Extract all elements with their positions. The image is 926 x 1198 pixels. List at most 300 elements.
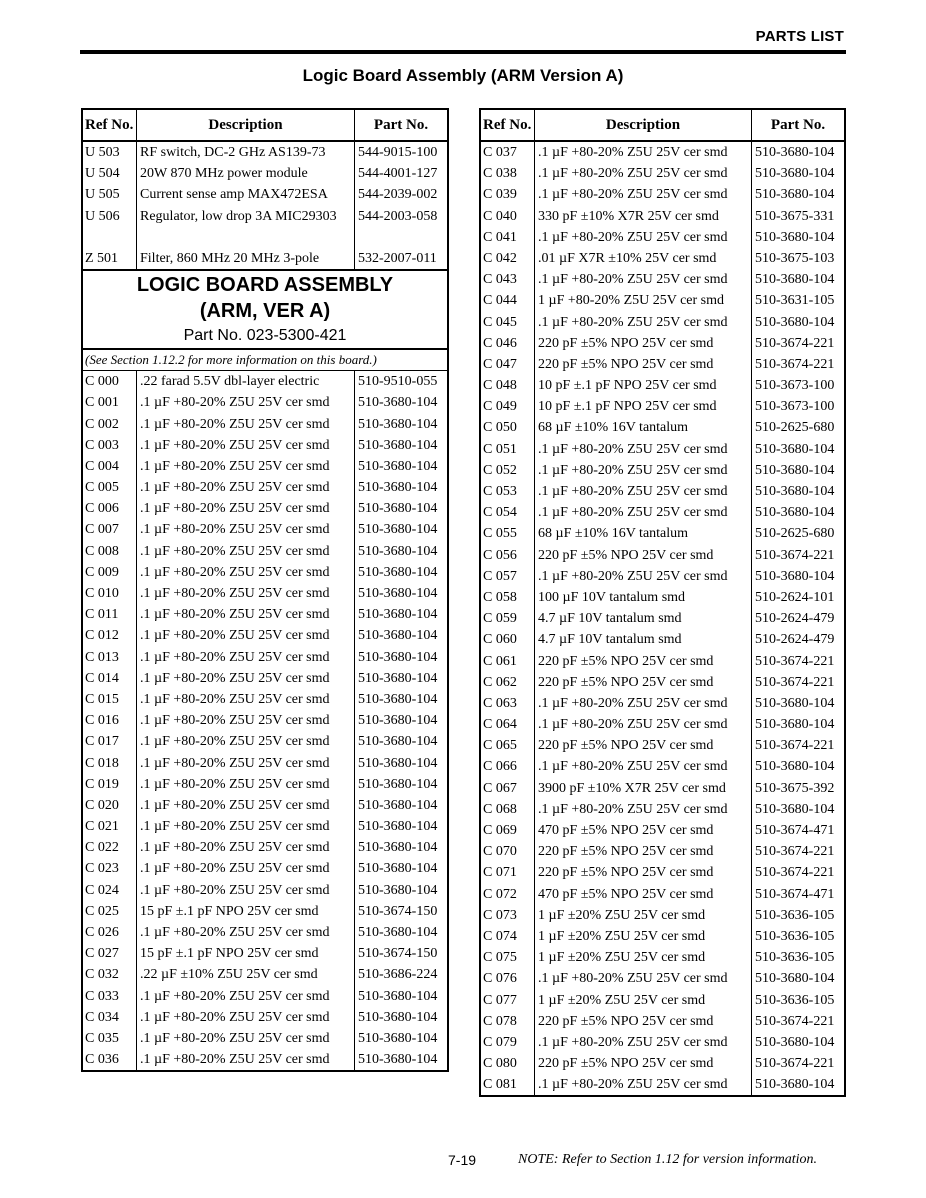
description-cell: .1 µF +80-20% Z5U 25V cer smd	[137, 1007, 355, 1028]
description-cell: .1 µF +80-20% Z5U 25V cer smd	[535, 1032, 752, 1053]
table-row	[83, 710, 447, 731]
description-cell: 220 pF ±5% NPO 25V cer smd	[535, 1053, 752, 1074]
description-cell: 220 pF ±5% NPO 25V cer smd	[535, 735, 752, 756]
description-cell: 470 pF ±5% NPO 25V cer smd	[535, 884, 752, 905]
right-parts-table	[479, 108, 846, 1097]
table-row	[481, 396, 844, 417]
part-number-cell: 510-3680-104	[755, 505, 835, 521]
part-number-cell: 510-3686-224	[358, 967, 438, 983]
table-row	[481, 990, 844, 1011]
ref-cell: C 015	[83, 689, 137, 710]
description-cell: 220 pF ±5% NPO 25V cer smd	[535, 841, 752, 862]
description-cell: 10 pF ±.1 pF NPO 25V cer smd	[535, 396, 752, 417]
description-cell: .1 µF +80-20% Z5U 25V cer smd	[535, 163, 752, 184]
ref-cell: C 019	[83, 774, 137, 795]
ref-cell: C 049	[481, 396, 535, 417]
table-row	[83, 371, 447, 392]
description-cell: 4.7 µF 10V tantalum smd	[535, 629, 752, 650]
description-cell: .1 µF +80-20% Z5U 25V cer smd	[535, 968, 752, 989]
ref-cell: C 024	[83, 880, 137, 901]
part-number-cell: 510-3680-104	[358, 861, 438, 877]
ref-cell: C 002	[83, 414, 137, 435]
part-number-cell: 510-3674-221	[755, 674, 835, 690]
part-number-cell: 510-3680-104	[755, 717, 835, 733]
description-cell: .1 µF +80-20% Z5U 25V cer smd	[137, 689, 355, 710]
ref-cell: C 062	[481, 672, 535, 693]
description-cell: .22 farad 5.5V dbl-layer electric	[137, 371, 355, 392]
ref-cell: C 048	[481, 375, 535, 396]
table-row	[83, 922, 447, 943]
description-cell: .1 µF +80-20% Z5U 25V cer smd	[137, 774, 355, 795]
header-rule	[80, 50, 846, 54]
description-cell: .1 µF +80-20% Z5U 25V cer smd	[535, 184, 752, 205]
table-row	[83, 498, 447, 519]
part-number-cell: 510-3673-100	[755, 399, 835, 415]
description-cell: Filter, 860 MHz 20 MHz 3-pole	[137, 248, 355, 269]
ref-cell: U 506	[83, 206, 137, 227]
ref-cell: C 047	[481, 354, 535, 375]
ref-cell: C 077	[481, 990, 535, 1011]
ref-cell: C 007	[83, 519, 137, 540]
ref-cell: C 078	[481, 1011, 535, 1032]
table-row	[83, 583, 447, 604]
table-row	[481, 375, 844, 396]
part-number-cell: 510-3674-471	[755, 823, 835, 838]
table-row	[481, 354, 844, 375]
part-number-cell: 510-3673-100	[755, 378, 835, 394]
description-cell: 15 pF ±.1 pF NPO 25V cer smd	[137, 901, 355, 922]
part-number-cell: 510-3674-221	[755, 547, 835, 563]
assembly-section-header	[83, 269, 447, 349]
table-row	[481, 735, 844, 756]
ref-cell: C 020	[83, 795, 137, 816]
part-number-cell: 510-3680-104	[358, 522, 438, 538]
description-cell: 330 pF ±10% X7R 25V cer smd	[535, 206, 752, 227]
table-row	[481, 1053, 844, 1074]
ref-cell: C 079	[481, 1032, 535, 1053]
part-number-cell: 510-3680-104	[755, 314, 835, 330]
part-number-cell: 510-3680-104	[755, 462, 835, 478]
part-number-cell: 510-3680-104	[358, 1009, 438, 1025]
description-cell: .1 µF +80-20% Z5U 25V cer smd	[137, 837, 355, 858]
ref-cell: C 052	[481, 460, 535, 481]
description-cell: .1 µF +80-20% Z5U 25V cer smd	[137, 710, 355, 731]
section-header: PARTS LIST	[755, 28, 844, 45]
ref-cell: C 013	[83, 647, 137, 668]
part-number-cell: 510-3680-104	[358, 755, 438, 771]
ref-cell: C 050	[481, 417, 535, 438]
ref-cell: C 065	[481, 735, 535, 756]
ref-cell: U 503	[83, 142, 137, 163]
part-number-cell: 510-3680-104	[755, 1077, 835, 1093]
left-bottom-body	[83, 370, 447, 1070]
table-row	[83, 774, 447, 795]
part-number-cell: 510-3680-104	[755, 759, 835, 775]
ref-cell: Z 501	[83, 248, 137, 269]
table-row	[481, 312, 844, 333]
table-row	[481, 290, 844, 311]
ref-cell: C 025	[83, 901, 137, 922]
ref-cell: C 004	[83, 456, 137, 477]
table-row	[83, 943, 447, 964]
table-row	[83, 227, 447, 248]
ref-cell: C 064	[481, 714, 535, 735]
table-row	[83, 392, 447, 413]
table-row	[481, 163, 844, 184]
part-number-cell: 510-3674-221	[755, 1013, 835, 1029]
table-row	[83, 753, 447, 774]
ref-column-header: Ref No.	[481, 110, 535, 140]
ref-cell: C 011	[83, 604, 137, 625]
ref-cell: C 066	[481, 756, 535, 777]
ref-cell: C 046	[481, 333, 535, 354]
part-number-cell: 510-3680-104	[358, 819, 438, 835]
description-cell: .1 µF +80-20% Z5U 25V cer smd	[137, 1028, 355, 1049]
right-body	[481, 142, 844, 1095]
description-cell: .1 µF +80-20% Z5U 25V cer smd	[535, 439, 752, 460]
description-cell: Regulator, low drop 3A MIC29303	[137, 206, 355, 227]
table-row	[83, 816, 447, 837]
description-cell: Current sense amp MAX472ESA	[137, 184, 355, 205]
description-cell: .1 µF +80-20% Z5U 25V cer smd	[137, 625, 355, 646]
ref-cell: C 032	[83, 964, 137, 985]
table-row	[481, 417, 844, 438]
part-number-cell: 510-3680-104	[755, 971, 835, 987]
part-number-cell: 510-3675-331	[755, 208, 835, 224]
ref-cell: C 044	[481, 290, 535, 311]
ref-cell	[83, 227, 137, 248]
part-number-cell: 510-2624-101	[755, 589, 835, 605]
table-row	[481, 799, 844, 820]
table-row	[481, 184, 844, 205]
part-number-cell: 510-3674-221	[755, 335, 835, 351]
part-number-cell: 532-2007-011	[358, 250, 437, 266]
ref-cell: C 033	[83, 986, 137, 1007]
description-cell: .1 µF +80-20% Z5U 25V cer smd	[535, 799, 752, 820]
description-cell: RF switch, DC-2 GHz AS139-73	[137, 142, 355, 163]
part-number-cell: 510-3680-104	[358, 628, 438, 644]
part-number-cell: 510-3680-104	[358, 543, 438, 559]
ref-cell: C 059	[481, 608, 535, 629]
ref-cell: C 009	[83, 562, 137, 583]
table-row	[481, 778, 844, 799]
part-number-cell: 510-2624-479	[755, 611, 835, 627]
table-row	[83, 901, 447, 922]
table-row	[83, 647, 447, 668]
description-cell: 220 pF ±5% NPO 25V cer smd	[535, 862, 752, 883]
ref-cell: C 057	[481, 566, 535, 587]
ref-cell: C 067	[481, 778, 535, 799]
ref-cell: C 012	[83, 625, 137, 646]
table-row	[481, 820, 844, 841]
description-cell: .1 µF +80-20% Z5U 25V cer smd	[535, 756, 752, 777]
ref-cell: C 054	[481, 502, 535, 523]
description-cell: 15 pF ±.1 pF NPO 25V cer smd	[137, 943, 355, 964]
description-cell: 68 µF ±10% 16V tantalum	[535, 523, 752, 544]
ref-cell: C 061	[481, 651, 535, 672]
description-cell: .1 µF +80-20% Z5U 25V cer smd	[535, 566, 752, 587]
ref-cell: C 072	[481, 884, 535, 905]
ref-cell: C 051	[481, 439, 535, 460]
ref-cell: C 071	[481, 862, 535, 883]
table-row	[481, 693, 844, 714]
table-row	[481, 333, 844, 354]
description-cell: .1 µF +80-20% Z5U 25V cer smd	[535, 142, 752, 163]
description-cell: 4.7 µF 10V tantalum smd	[535, 608, 752, 629]
description-cell: .1 µF +80-20% Z5U 25V cer smd	[535, 481, 752, 502]
part-column-header: Part No.	[770, 117, 826, 133]
description-cell: .1 µF +80-20% Z5U 25V cer smd	[535, 227, 752, 248]
part-number-cell: 510-3674-221	[755, 844, 835, 860]
part-number-cell: 510-3680-104	[358, 776, 438, 792]
description-cell: 20W 870 MHz power module	[137, 163, 355, 184]
table-row	[83, 986, 447, 1007]
table-row	[481, 651, 844, 672]
part-number-cell: 510-3680-104	[358, 1030, 438, 1046]
ref-cell: U 505	[83, 184, 137, 205]
part-number-cell: 510-3680-104	[358, 649, 438, 665]
part-number-cell: 510-3680-104	[358, 734, 438, 750]
part-number-cell: 510-3680-104	[358, 586, 438, 601]
part-number-cell: 510-3680-104	[358, 437, 438, 453]
table-row	[83, 435, 447, 456]
part-number-cell: 510-3680-104	[358, 607, 438, 623]
part-number-cell: 510-3680-104	[358, 713, 438, 729]
description-cell: .1 µF +80-20% Z5U 25V cer smd	[137, 880, 355, 901]
table-row	[481, 1011, 844, 1032]
part-number-cell: 510-3680-104	[358, 882, 438, 898]
table-row	[83, 858, 447, 879]
table-row	[83, 184, 447, 205]
ref-cell: C 000	[83, 371, 137, 392]
description-cell: .1 µF +80-20% Z5U 25V cer smd	[137, 795, 355, 816]
table-row	[83, 1028, 447, 1049]
table-row	[481, 523, 844, 544]
description-column-header: Description	[535, 110, 752, 140]
ref-cell: C 070	[481, 841, 535, 862]
part-number-cell: 510-3680-104	[358, 480, 438, 496]
description-cell: 1 µF ±20% Z5U 25V cer smd	[535, 990, 752, 1011]
description-cell: .1 µF +80-20% Z5U 25V cer smd	[137, 414, 355, 435]
left-top-body	[83, 142, 447, 269]
ref-cell: C 023	[83, 858, 137, 879]
part-number-cell: 510-3680-104	[755, 484, 835, 499]
table-row	[481, 142, 844, 163]
ref-cell: U 504	[83, 163, 137, 184]
table-row	[83, 1007, 447, 1028]
description-cell: .1 µF +80-20% Z5U 25V cer smd	[137, 647, 355, 668]
part-number-cell: 510-3680-104	[358, 395, 438, 411]
ref-cell: C 016	[83, 710, 137, 731]
part-number-cell: 510-3636-105	[755, 907, 835, 923]
table-row	[83, 562, 447, 583]
page-title: Logic Board Assembly (ARM Version A)	[302, 66, 624, 85]
ref-cell: C 045	[481, 312, 535, 333]
table-row	[83, 668, 447, 689]
table-row	[83, 1049, 447, 1070]
part-number-cell: 510-3674-221	[755, 738, 835, 754]
part-number-cell: 510-3680-104	[358, 501, 438, 517]
description-cell: .1 µF +80-20% Z5U 25V cer smd	[535, 312, 752, 333]
table-row	[481, 884, 844, 905]
description-cell: .1 µF +80-20% Z5U 25V cer smd	[535, 714, 752, 735]
assembly-title-line1: LOGIC BOARD ASSEMBLY	[136, 274, 394, 297]
ref-cell: C 043	[481, 269, 535, 290]
description-cell: 220 pF ±5% NPO 25V cer smd	[535, 672, 752, 693]
table-header-row	[83, 110, 447, 142]
ref-cell: C 014	[83, 668, 137, 689]
table-row	[481, 248, 844, 269]
table-row	[83, 880, 447, 901]
part-number-cell: 510-3674-221	[755, 356, 835, 372]
part-number-cell: 510-3680-104	[358, 1052, 438, 1068]
part-number-cell: 510-3675-103	[755, 250, 835, 266]
table-row	[481, 905, 844, 926]
description-cell: .1 µF +80-20% Z5U 25V cer smd	[535, 502, 752, 523]
part-number-cell: 510-3680-104	[755, 145, 835, 160]
part-number-cell: 510-3680-104	[358, 797, 438, 813]
ref-cell: C 010	[83, 583, 137, 604]
description-cell: .1 µF +80-20% Z5U 25V cer smd	[535, 460, 752, 481]
table-row	[481, 481, 844, 502]
table-row	[481, 545, 844, 566]
description-cell: .1 µF +80-20% Z5U 25V cer smd	[137, 753, 355, 774]
description-cell: .1 µF +80-20% Z5U 25V cer smd	[137, 1049, 355, 1070]
part-number-cell: 510-3680-104	[755, 1034, 835, 1050]
part-number-cell: 510-3636-105	[755, 992, 835, 1008]
table-row	[83, 477, 447, 498]
ref-cell: C 042	[481, 248, 535, 269]
description-cell: .1 µF +80-20% Z5U 25V cer smd	[535, 1074, 752, 1095]
ref-cell: C 055	[481, 523, 535, 544]
description-cell: 1 µF ±20% Z5U 25V cer smd	[535, 905, 752, 926]
part-number-cell: 510-3680-104	[755, 801, 835, 817]
table-row	[83, 248, 447, 269]
part-number-cell: 510-3636-105	[755, 950, 835, 966]
table-row	[481, 947, 844, 968]
description-cell: .1 µF +80-20% Z5U 25V cer smd	[137, 604, 355, 625]
description-cell: 68 µF ±10% 16V tantalum	[535, 417, 752, 438]
ref-cell: C 058	[481, 587, 535, 608]
table-row	[481, 269, 844, 290]
ref-cell: C 027	[83, 943, 137, 964]
part-number-cell: 510-3675-392	[755, 780, 835, 796]
description-cell: .1 µF +80-20% Z5U 25V cer smd	[137, 392, 355, 413]
description-cell: 220 pF ±5% NPO 25V cer smd	[535, 354, 752, 375]
table-row	[481, 756, 844, 777]
description-cell: .1 µF +80-20% Z5U 25V cer smd	[137, 435, 355, 456]
part-number-cell: 510-3674-150	[358, 903, 438, 919]
part-number-cell: 544-4001-127	[358, 166, 438, 182]
description-cell: 100 µF 10V tantalum smd	[535, 587, 752, 608]
description-cell: 220 pF ±5% NPO 25V cer smd	[535, 545, 752, 566]
ref-cell: C 022	[83, 837, 137, 858]
ref-cell: C 081	[481, 1074, 535, 1095]
ref-cell: C 041	[481, 227, 535, 248]
table-row	[83, 414, 447, 435]
description-cell: .1 µF +80-20% Z5U 25V cer smd	[137, 731, 355, 752]
description-cell: 1 µF ±20% Z5U 25V cer smd	[535, 947, 752, 968]
table-row	[83, 519, 447, 540]
part-number-cell: 510-3674-221	[755, 1056, 835, 1072]
description-cell: .1 µF +80-20% Z5U 25V cer smd	[535, 693, 752, 714]
ref-cell: C 060	[481, 629, 535, 650]
table-row	[481, 629, 844, 650]
table-row	[83, 795, 447, 816]
part-number-cell: 510-3680-104	[755, 187, 835, 203]
table-row	[481, 439, 844, 460]
ref-cell: C 056	[481, 545, 535, 566]
description-cell: .1 µF +80-20% Z5U 25V cer smd	[137, 668, 355, 689]
description-cell: 10 pF ±.1 pF NPO 25V cer smd	[535, 375, 752, 396]
description-cell: 220 pF ±5% NPO 25V cer smd	[535, 651, 752, 672]
part-number-cell: 510-2625-680	[755, 420, 835, 436]
description-column-header: Description	[137, 110, 355, 140]
table-row	[481, 841, 844, 862]
part-number-cell: 510-3674-471	[755, 886, 835, 902]
page-number: 7-19	[448, 1152, 477, 1168]
table-row	[481, 862, 844, 883]
ref-cell: C 080	[481, 1053, 535, 1074]
description-cell: .1 µF +80-20% Z5U 25V cer smd	[137, 541, 355, 562]
description-cell: 220 pF ±5% NPO 25V cer smd	[535, 333, 752, 354]
table-row	[481, 227, 844, 248]
table-row	[83, 206, 447, 227]
ref-cell: C 017	[83, 731, 137, 752]
description-cell: .1 µF +80-20% Z5U 25V cer smd	[137, 922, 355, 943]
part-number-cell: 510-3680-104	[755, 229, 835, 245]
description-cell: 1 µF ±20% Z5U 25V cer smd	[535, 926, 752, 947]
ref-cell: C 040	[481, 206, 535, 227]
table-row	[481, 502, 844, 523]
ref-cell: C 005	[83, 477, 137, 498]
description-cell: 1 µF +80-20% Z5U 25V cer smd	[535, 290, 752, 311]
table-row	[481, 968, 844, 989]
ref-cell: C 053	[481, 481, 535, 502]
table-row	[481, 1032, 844, 1053]
ref-cell: C 038	[481, 163, 535, 184]
part-number-cell: 510-2624-479	[755, 632, 835, 648]
part-number-cell: 510-3680-104	[358, 840, 438, 856]
part-number-cell: 510-3680-104	[358, 925, 438, 940]
ref-cell: C 003	[83, 435, 137, 456]
table-row	[481, 206, 844, 227]
description-cell: 470 pF ±5% NPO 25V cer smd	[535, 820, 752, 841]
part-number-cell: 510-3680-104	[358, 564, 438, 580]
description-cell: .1 µF +80-20% Z5U 25V cer smd	[137, 816, 355, 837]
part-number-cell: 544-9015-100	[358, 145, 438, 160]
part-number-cell: 510-3674-221	[755, 865, 835, 881]
part-number-cell: 510-3674-221	[755, 653, 835, 669]
part-number-cell	[355, 227, 447, 248]
footer-note: NOTE: Refer to Section 1.12 for version information.	[518, 1152, 818, 1167]
part-number-cell: 510-2625-680	[755, 526, 835, 542]
ref-column-header: Ref No.	[83, 110, 137, 140]
table-row	[83, 604, 447, 625]
ref-cell: C 069	[481, 820, 535, 841]
description-cell: 220 pF ±5% NPO 25V cer smd	[535, 1011, 752, 1032]
description-cell: .1 µF +80-20% Z5U 25V cer smd	[535, 269, 752, 290]
table-row	[83, 625, 447, 646]
table-row	[481, 566, 844, 587]
ref-cell: C 026	[83, 922, 137, 943]
part-number-cell: 510-3631-105	[755, 293, 835, 309]
part-number-cell: 510-3680-104	[755, 568, 835, 584]
table-row	[83, 456, 447, 477]
part-number-cell: 544-2039-002	[358, 187, 438, 203]
table-row	[481, 608, 844, 629]
part-number-cell: 544-2003-058	[358, 208, 438, 224]
